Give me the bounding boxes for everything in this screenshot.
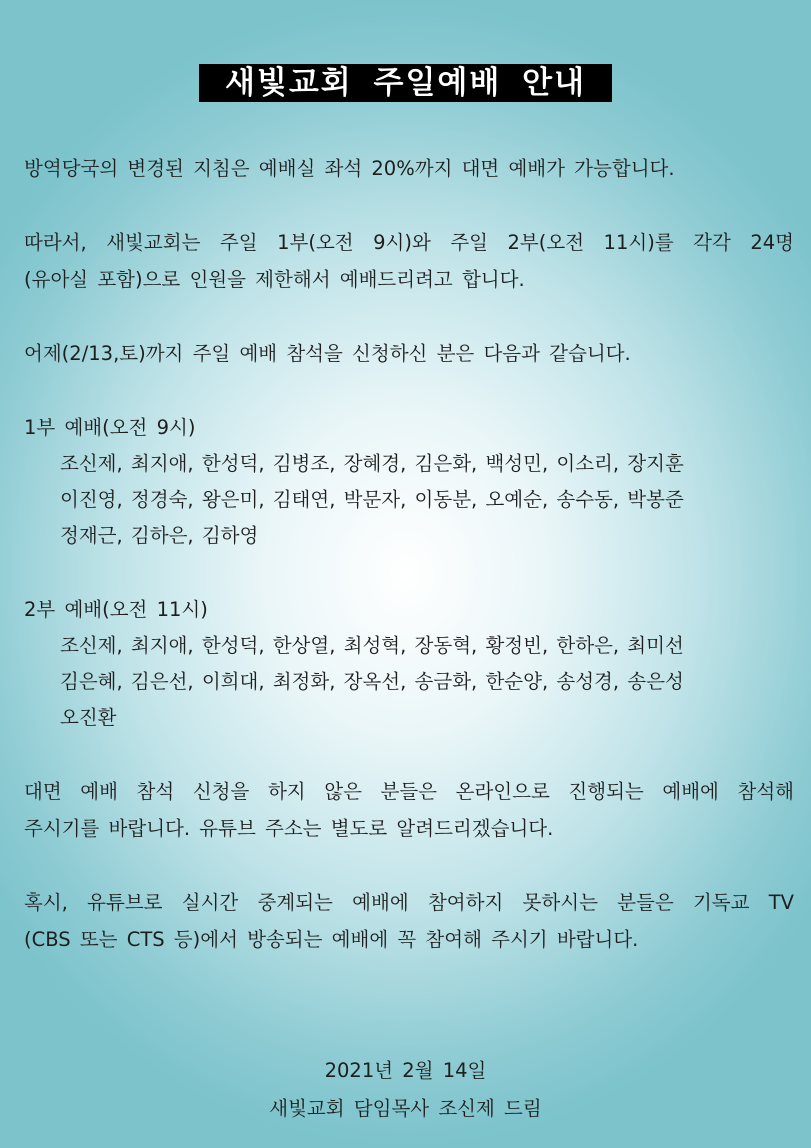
attendee-line: 조신제, 최지애, 한성덕, 김병조, 장혜경, 김은화, 백성민, 이소리, 장지훈 <box>60 452 684 475</box>
title-container <box>0 64 811 102</box>
attendee-line: 오진환 <box>60 706 117 729</box>
service1-attendee-list <box>24 446 794 554</box>
spacer <box>24 554 794 591</box>
notice-footer <box>0 1052 811 1128</box>
attendee-line: 정재근, 김하은, 김하영 <box>60 524 259 547</box>
capacity-paragraph-line-1: 따라서, 새빛교회는 주일 1부(오전 9시)와 주일 2부(오전 11시)를 각각 24명 <box>24 231 794 254</box>
attendee-line: 김은혜, 김은선, 이희대, 최정화, 장옥선, 송금화, 한순양, 송성경, 송은성 <box>60 670 684 693</box>
page-title: 새빛교회 주일예배 안내 <box>199 64 612 102</box>
tv-paragraph-line-2: (CBS 또는 CTS 등)에서 방송되는 예배에 꼭 참여해 주시기 바랍니다. <box>24 928 639 951</box>
service2-heading: 2부 예배(오전 11시) <box>24 598 208 621</box>
attendee-line: 조신제, 최지애, 한성덕, 한상열, 최성혁, 장동혁, 황정빈, 한하은, 최미선 <box>60 634 684 657</box>
online-paragraph-line-1: 대면 예배 참석 신청을 하지 않은 분들은 온라인으로 진행되는 예배에 참석해 <box>24 780 794 803</box>
registration-paragraph: 어제(2/13,토)까지 주일 예배 참석을 신청하신 분은 다음과 같습니다. <box>24 342 631 365</box>
spacer <box>24 298 794 335</box>
capacity-paragraph-line-2: (유아실 포함)으로 인원을 제한해서 예배드리려고 합니다. <box>24 268 525 291</box>
online-paragraph-line-2: 주시기를 바랍니다. 유튜브 주소는 별도로 알려드리겠습니다. <box>24 817 554 840</box>
service2-attendee-list <box>24 628 794 736</box>
tv-paragraph-line-1: 혹시, 유튜브로 실시간 중계되는 예배에 참여하지 못하시는 분들은 기독교 TV <box>24 891 794 914</box>
notice-date: 2021년 2월 14일 <box>324 1059 487 1082</box>
spacer <box>24 372 794 409</box>
spacer <box>24 187 794 224</box>
pastor-signature: 새빛교회 담임목사 조신제 드림 <box>269 1097 542 1120</box>
spacer <box>24 847 794 884</box>
spacer <box>24 736 794 773</box>
attendee-line: 이진영, 정경숙, 왕은미, 김태연, 박문자, 이동분, 오예순, 송수동, 박봉준 <box>60 488 684 511</box>
service1-heading: 1부 예배(오전 9시) <box>24 416 196 439</box>
guideline-paragraph: 방역당국의 변경된 지침은 예배실 좌석 20%까지 대면 예배가 가능합니다. <box>24 157 675 180</box>
notice-body <box>24 150 794 958</box>
